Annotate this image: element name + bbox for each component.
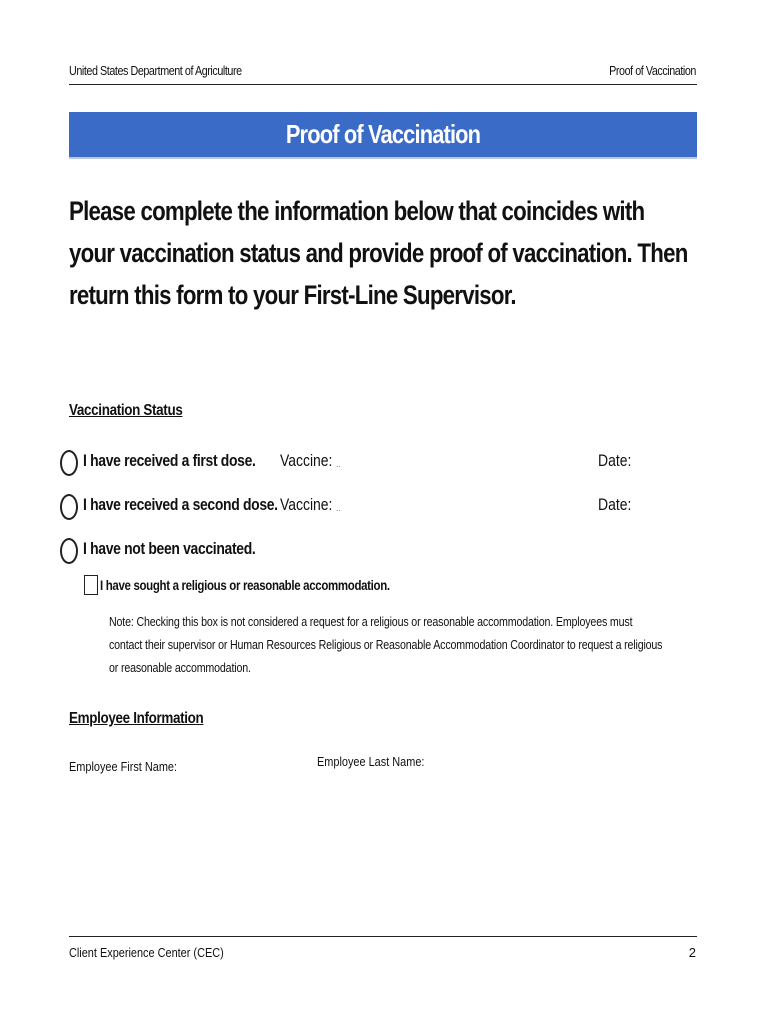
second-dose-vaccine-label: Vaccine: [280,495,333,514]
first-name-label: Employee First Name: [69,759,178,774]
footer-org: Client Experience Center (CEC) [69,945,224,960]
accommodation-label: I have sought a religious or reasonable accommodation. [100,577,390,593]
second-dose-label: I have received a second dose. [83,495,278,514]
first-dose-label: I have received a first dose. [83,451,256,470]
second-dose-vaccine-field[interactable]: .. [336,503,342,513]
first-dose-vaccine-label: Vaccine: [280,451,333,470]
vaccination-status-heading: Vaccination Status [69,402,183,419]
page-number: 2 [688,945,696,960]
first-dose-vaccine-field[interactable]: .. [336,459,342,469]
not-vaccinated-label: I have not been vaccinated. [83,539,256,558]
header-doc-title: Proof of Vaccination [609,64,696,78]
page-title: Proof of Vaccination [285,119,481,149]
accommodation-note: Note: Checking this box is not considered a request for a religious or reasonable accommodation. Employees must contact their supervisor or Human Resources Religious or Reasonable Accommodation Coordinator to request a religious or reasonable accommodation. [109,614,663,675]
not-vaccinated-radio[interactable] [60,538,78,564]
first-dose-date-label: Date: [598,451,632,470]
header-divider [69,84,697,85]
second-dose-date-label: Date: [598,495,632,514]
first-dose-radio[interactable] [60,450,78,476]
accommodation-checkbox[interactable] [84,575,98,595]
last-name-label: Employee Last Name: [317,754,425,769]
title-banner [69,112,697,159]
intro-instructions: Please complete the information below that coincides with your vaccination status and provide proof of vaccination. Then return this form to your First-Line Supervisor. [69,196,688,310]
footer-divider [69,936,697,937]
agency-name: United States Department of Agriculture [69,64,242,78]
second-dose-radio[interactable] [60,494,78,520]
employee-info-heading: Employee Information [69,710,204,727]
